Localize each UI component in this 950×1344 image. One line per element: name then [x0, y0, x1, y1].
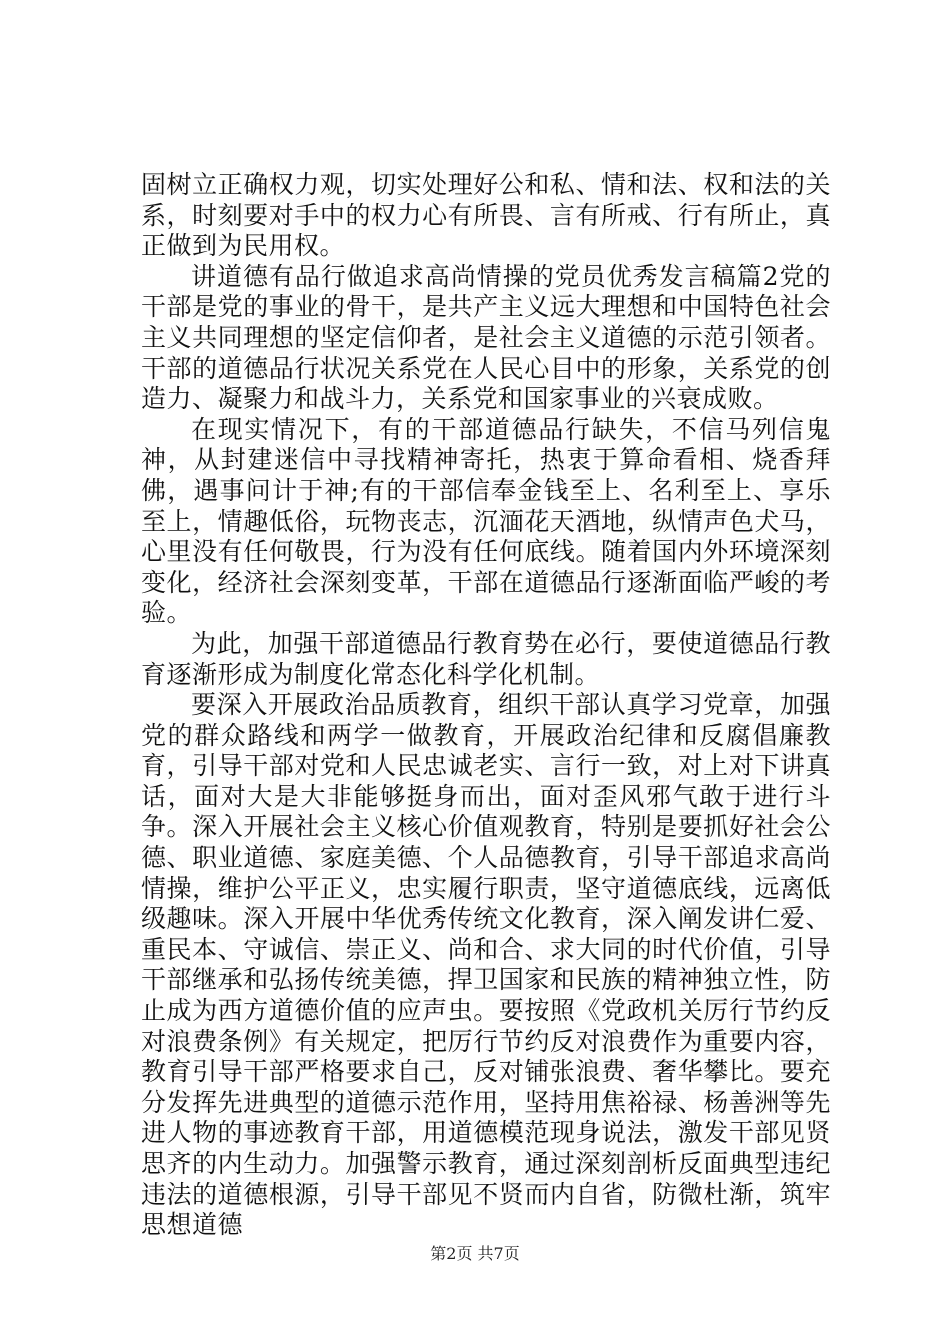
paragraph: 要深入开展政治品质教育，组织干部认真学习党章，加强党的群众路线和两学一做教育，开展政治纪律和反腐倡廉教育，引导干部对党和人民忠诚老实、言行一致，对上对下讲真话，面对大是大非能够挺身而出，面对歪风邪气敢于进行斗争。深入开展社会主义核心价值观教育，特别是要抓好社会公德、职业道德、家庭美德、个人品德教育，引导干部追求高尚情操，维护公平正义，忠实履行职责，坚守道德底线，远离低级趣味。深入开展中华优秀传统文化教育，深入阐发讲仁爱、重民本、守诚信、崇正义、尚和合、求大同的时代价值，引导干部继承和弘扬传统美德，捍卫国家和民族的精神独立性，防止成为西方道德价值的应声虫。要按照《党政机关厉行节约反对浪费条例》有关规定，把厉行节约反对浪费作为重要内容，教育引导干部严格要求自己，反对铺张浪费、奢华攀比。要充分发挥先进典型的道德示范作用，坚持用焦裕禄、杨善洲等先进人物的事迹教育干部，用道德模范现身说法，激发干部见贤思齐的内生动力。加强警示教育，通过深刻剖析反面典型违纪违法的道德根源，引导干部见不贤而内自省，防微杜渐，筑牢思想道德 [141, 690, 831, 1240]
paragraph: 固树立正确权力观，切实处理好公和私、情和法、权和法的关系，时刻要对手中的权力心有所畏、言有所戒、行有所止，真正做到为民用权。 [141, 170, 831, 261]
document-body [141, 170, 831, 1241]
paragraph: 为此，加强干部道德品行教育势在必行，要使道德品行教育逐渐形成为制度化常态化科学化机制。 [141, 628, 831, 689]
paragraph: 在现实情况下，有的干部道德品行缺失，不信马列信鬼神，从封建迷信中寻找精神寄托，热衷于算命看相、烧香拜佛，遇事问计于神;有的干部信奉金钱至上、名利至上、享乐至上，情趣低俗，玩物丧志，沉湎花天酒地，纵情声色犬马，心里没有任何敬畏，行为没有任何底线。随着国内外环境深刻变化，经济社会深刻变革，干部在道德品行逐渐面临严峻的考验。 [141, 414, 831, 628]
page-number-footer: 第2页 共7页 [430, 1244, 520, 1263]
paragraph: 讲道德有品行做追求高尚情操的党员优秀发言稿篇2党的干部是党的事业的骨干，是共产主义远大理想和中国特色社会主义共同理想的坚定信仰者，是社会主义道德的示范引领者。干部的道德品行状况关系党在人民心目中的形象，关系党的创造力、凝聚力和战斗力，关系党和国家事业的兴衰成败。 [141, 261, 831, 414]
